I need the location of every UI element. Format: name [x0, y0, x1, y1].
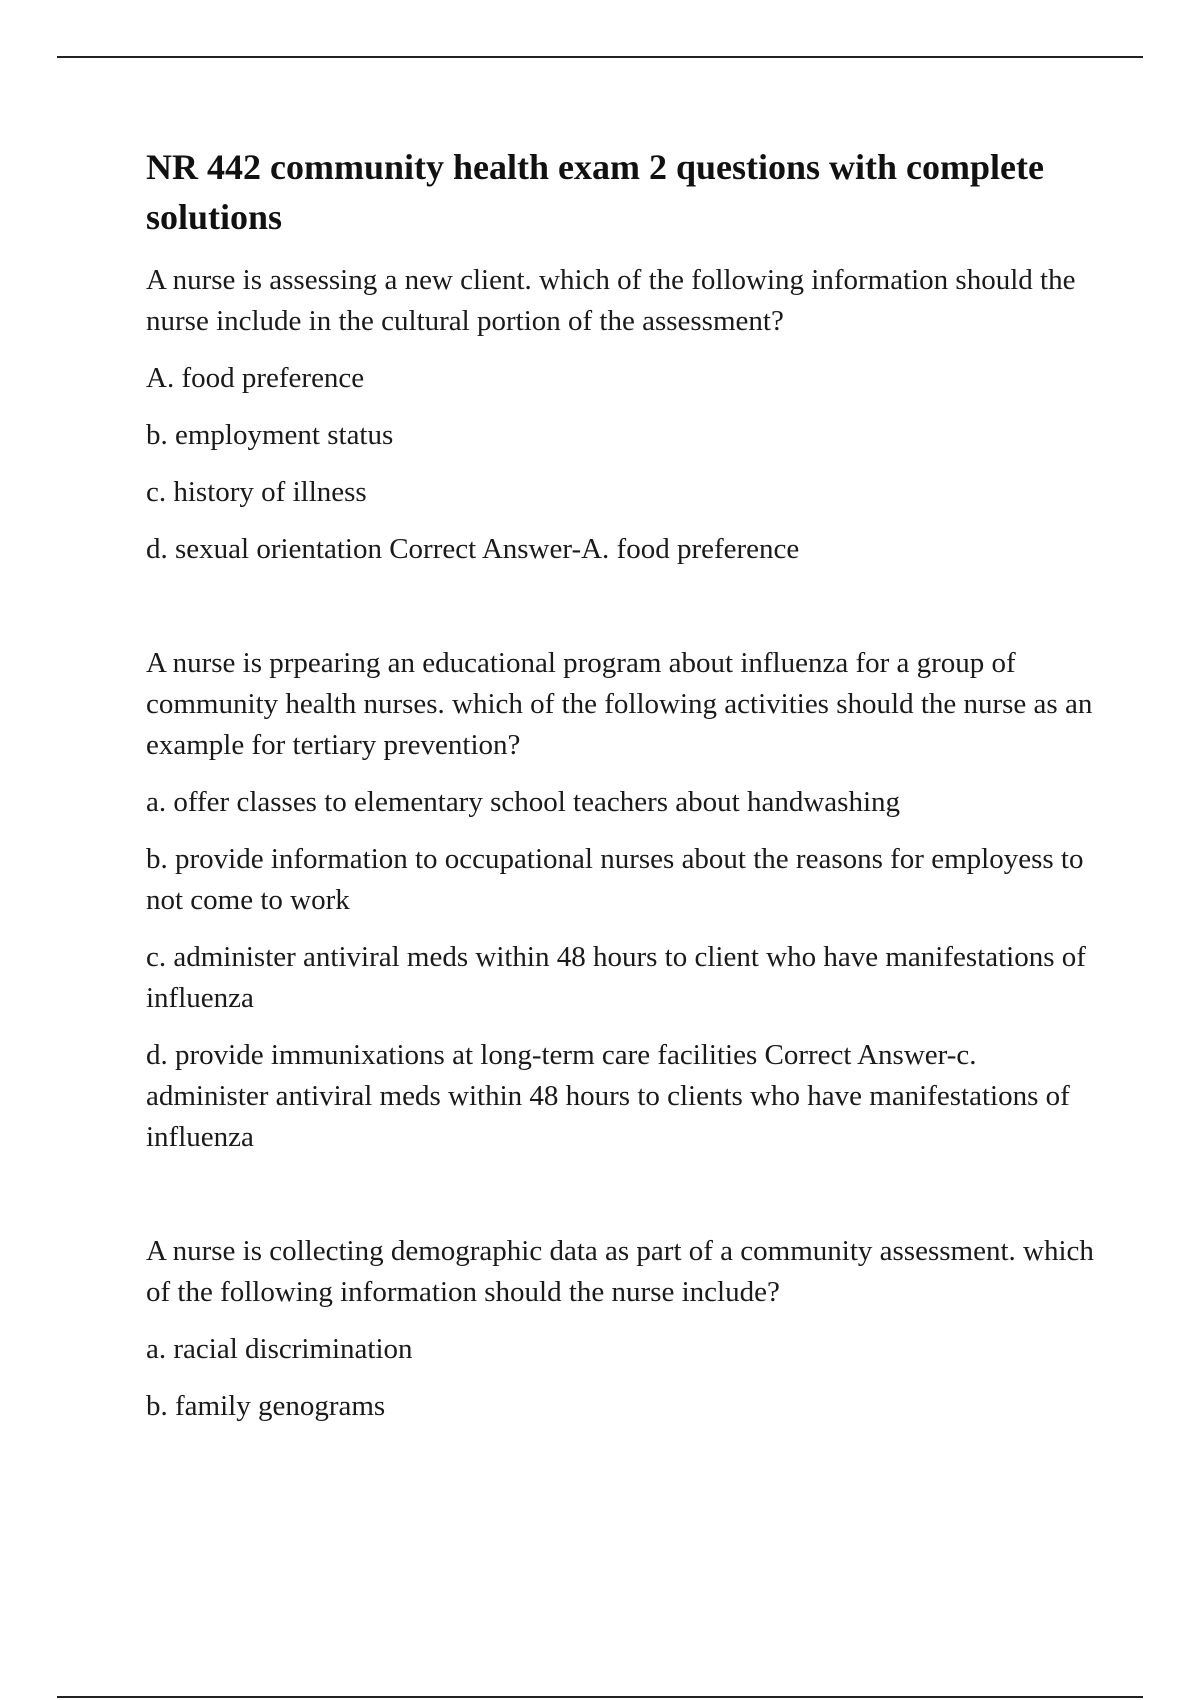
question-prompt: A nurse is prpearing an educational program about influenza for a group of community health nurses. which of the following activities should the nurse as an example for tertiary prevention? — [146, 647, 1093, 761]
document-body — [146, 142, 1106, 1443]
answer-option: c. administer antiviral meds within 48 hours to client who have manifestations of influenza — [146, 941, 1086, 1014]
bottom-divider — [57, 1696, 1143, 1698]
question-prompt: A nurse is collecting demographic data as part of a community assessment. which of the following information should the nurse include? — [146, 1235, 1094, 1308]
answer-option-with-correct-answer: d. sexual orientation Correct Answer-A. food preference — [146, 533, 800, 565]
question-block-2 — [146, 643, 1106, 1158]
top-divider — [57, 56, 1143, 58]
question-prompt: A nurse is assessing a new client. which of the following information should the nurse include in the cultural portion of the assessment? — [146, 264, 1076, 337]
answer-option: a. racial discrimination — [146, 1333, 413, 1365]
question-block-1 — [146, 260, 1106, 570]
answer-option: c. history of illness — [146, 476, 367, 508]
answer-option: A. food preference — [146, 362, 365, 394]
answer-option: b. provide information to occupational nurses about the reasons for employess to not come to work — [146, 843, 1084, 916]
question-block-3 — [146, 1231, 1106, 1427]
answer-option: b. family genograms — [146, 1390, 386, 1422]
document-title: NR 442 community health exam 2 questions with complete solutions — [146, 147, 1044, 237]
answer-option: b. employment status — [146, 419, 394, 451]
answer-option: a. offer classes to elementary school teachers about handwashing — [146, 786, 900, 818]
answer-option-with-correct-answer: d. provide immunixations at long-term care facilities Correct Answer-c. administer antiviral meds within 48 hours to clients who have manifestations of influenza — [146, 1039, 1070, 1153]
